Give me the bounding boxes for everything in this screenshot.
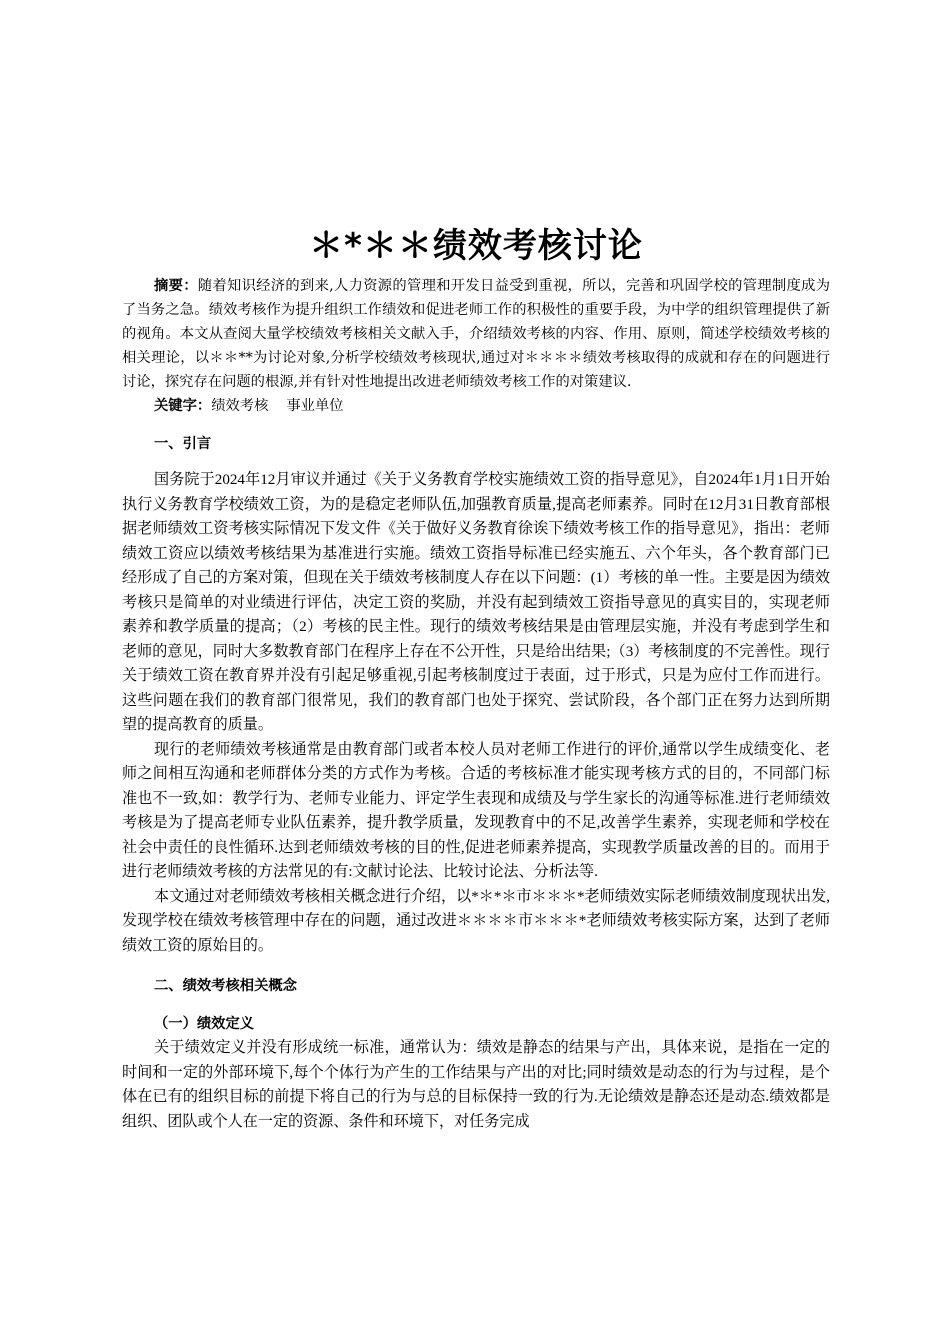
document-body	[122, 222, 830, 1134]
keyword: 绩效考核	[211, 398, 269, 414]
keywords	[122, 394, 830, 418]
abstract	[122, 274, 830, 394]
abstract-label: 摘要：	[154, 278, 198, 294]
body-paragraph: 国务院于2024年12月审议并通过《关于义务教育学校实施绩效工资的指导意见》，自2024年1月1日开始执行义务教育学校绩效工资，为的是稳定老师队伍,加强教育质量,提高老师素养。同时在12月31日教育部根据老师绩效工资考核实际情况下发文件《关于做好义务教育徐诶下绩效考核工作的指导意见》，指出：老师绩效工资应以绩效考核结果为基准进行实施。绩效工资指导标准已经实施五、六个年头，各个教育部门已经形成了自己的方案对策，但现在关于绩效考核制度人存在以下问题：(1）考核的单一性。主要是因为绩效考核只是简单的对业绩进行评估，决定工资的奖励，并没有起到绩效工资指导意见的真实目的，实现老师素养和教学质量的提高；（2）考核的民主性。现行的绩效考核结果是由管理层实施，并没有考虑到学生和老师的意见，同时大多数教育部门在程序上存在不公开性，只是给出结果;（3）考核制度的不完善性。现行关于绩效工资在教育界并没有引起足够重视,引起考核制度过于表面，过于形式，只是为应付工作而进行。这些问题在我们的教育部门很常见，我们的教育部门也处于探究、尝试阶段，各个部门正在努力达到所期望的提高教育的质量。	[122, 472, 830, 733]
subsection-heading-definition: （一）绩效定义	[154, 1016, 255, 1032]
abstract-text: 随着知识经济的到来,人力资源的管理和开发日益受到重视，所以，完善和巩固学校的管理制度成为了当务之急。绩效考核作为提升组织工作绩效和促进老师工作的积极性的重要手段，为中学的组织管理提供了新的视角。本文从查阅大量学校绩效考核相关文献入手，介绍绩效考核的内容、作用、原则，简述学校绩效考核的相关理论，以＊＊**为讨论对象,分析学校绩效考核现状,通过对＊＊＊＊绩效考核取得的成就和存在的问题进行讨论，探究存在问题的根源,并有针对性地提出改进老师绩效考核工作的对策建议.	[122, 278, 830, 390]
body-paragraph: 现行的老师绩效考核通常是由教育部门或者本校人员对老师工作进行的评价,通常以学生成绩变化、老师之间相互沟通和老师群体分类的方式作为考核。合适的考核标准才能实现考核方式的目的，不同部门标准也不一致,如：教学行为、老师专业能力、评定学生表现和成绩及与学生家长的沟通等标准.进行老师绩效考核是为了提高老师专业队伍素养，提升教学质量，发现教育中的不足,改善学生素养，实现老师和学校在社会中责任的良性循环.达到老师绩效考核的目的性,促进老师素养提高，实现教学质量改善的目的。而用于进行老师绩效考核的方法常见的有:文献讨论法、比较讨论法、分析法等.	[122, 741, 830, 880]
body-paragraph: 关于绩效定义并没有形成统一标准，通常认为：绩效是静态的结果与产出，具体来说，是指在一定的时间和一定的外部环境下,每个个体行为产生的工作结果与产出的对比;同时绩效是动态的行为与过程，是个体在已有的组织目标的前提下将自己的行为与总的目标保持一致的行为.无论绩效是静态还是动态.绩效都是组织、团队或个人在一定的资源、条件和环境下，对任务完成	[122, 1040, 830, 1130]
keywords-label: 关键字：	[154, 398, 212, 414]
section-heading-introduction: 一、引言	[154, 436, 212, 452]
keyword: 事业单位	[286, 398, 344, 414]
document-title: ＊*＊＊绩效考核讨论	[309, 226, 643, 266]
body-paragraph: 本文通过对老师绩效考核相关概念进行介绍，以*＊*＊市＊＊＊*老师绩效实际老师绩效制度现状出发,发现学校在绩效考核管理中存在的问题，通过改进＊＊＊＊市＊＊＊*老师绩效考核实际方案，达到了老师绩效工资的原始目的。	[122, 888, 830, 954]
section-heading-concepts: 二、绩效考核相关概念	[154, 978, 297, 994]
